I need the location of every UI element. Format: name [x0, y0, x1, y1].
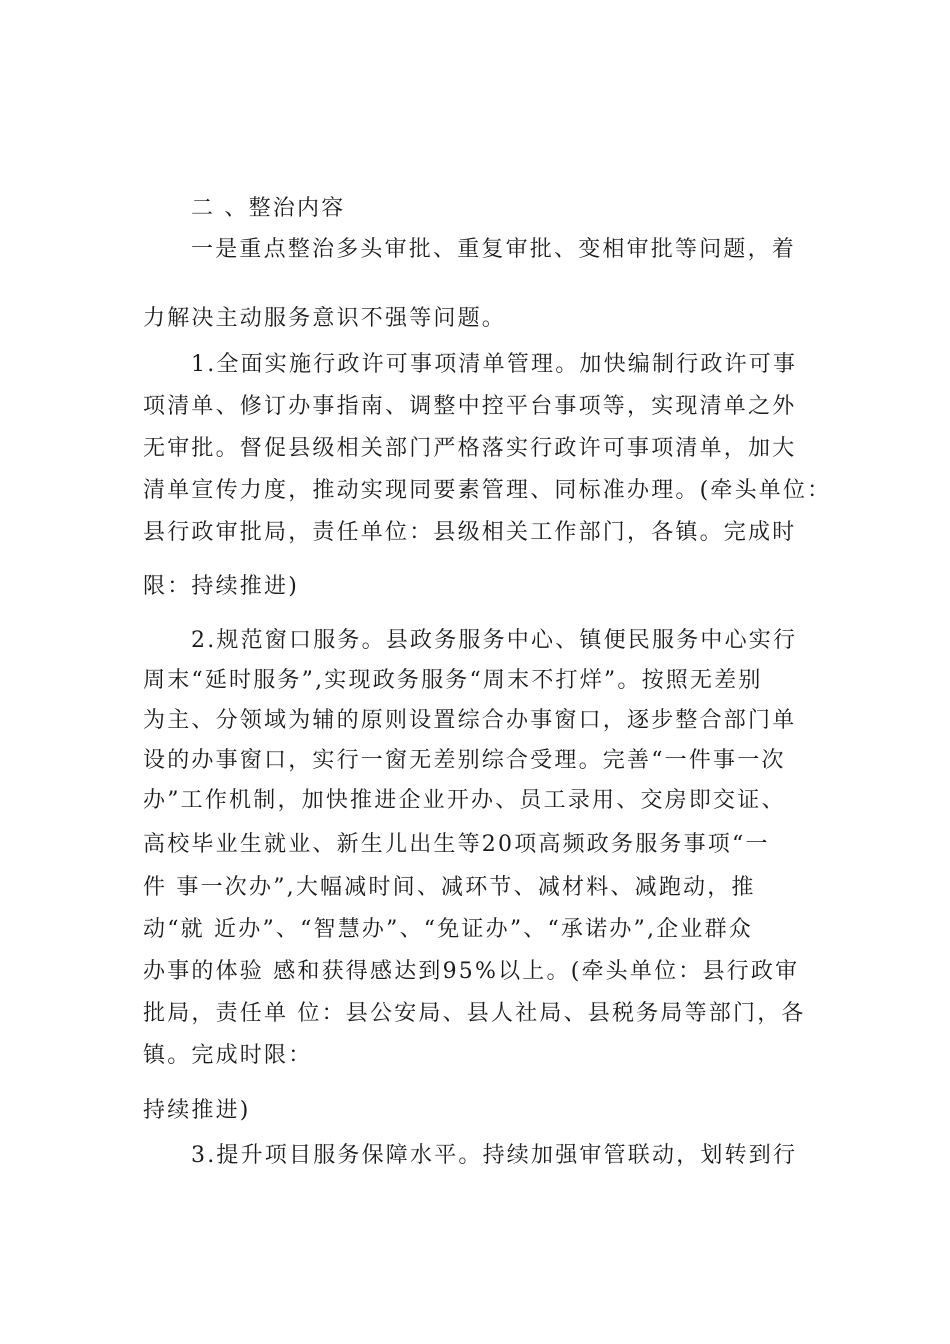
paragraph-line: 2.规范窗口服务。县政务服务中心、镇便民服务中心实行: [191, 628, 798, 653]
paragraph-line: 为主、分领域为辅的原则设置综合办事窗口，逐步整合部门单: [143, 708, 797, 733]
paragraph-line: 一是重点整治多头审批、重复审批、变相审批等问题，着: [191, 237, 797, 262]
paragraph-line: 限：持续推进): [143, 574, 299, 599]
paragraph-line: 县行政审批局，责任单位：县级相关工作部门，各镇。完成时: [143, 520, 797, 545]
paragraph-line: 镇。完成时限：: [143, 1043, 313, 1068]
paragraph-line: 清单宣传力度，推动实现同要素管理、同标准办理。(牵头单位：: [143, 478, 832, 503]
paragraph-line: 办事的体验 感和获得感达到95%以上。(牵头单位：县行政审: [143, 959, 800, 984]
paragraph-line: 1.全面实施行政许可事项清单管理。加快编制行政许可事: [191, 352, 798, 377]
section-heading: 二 、整治内容: [191, 196, 346, 221]
paragraph-line: 无审批。督促县级相关部门严格落实行政许可事项清单，加大: [143, 436, 797, 461]
paragraph-line: 力解决主动服务意识不强等问题。: [143, 306, 507, 331]
paragraph-line: 周末“延时服务”,实现政务服务“周末不打烊”。按照无差别: [143, 668, 763, 693]
paragraph-line: 高校毕业生就业、新生儿出生等20项高频政务服务事项“一: [143, 832, 770, 857]
paragraph-line: 件 事一次办”,大幅减时间、减环节、减材料、减跑动，推: [143, 875, 756, 900]
paragraph-line: 持续推进): [143, 1098, 251, 1123]
paragraph-line: 批局，责任单 位：县公安局、县人社局、县税务局等部门，各: [143, 1001, 806, 1026]
paragraph-line: 项清单、修订办事指南、调整中控平台事项等，实现清单之外: [143, 394, 797, 419]
paragraph-line: 动“就 近办”、“智慧办”、“免证办”、“承诺办”,企业群众: [143, 917, 753, 942]
paragraph-line: 3.提升项目服务保障水平。持续加强审管联动，划转到行: [191, 1143, 798, 1168]
paragraph-line: 设的办事窗口，实行一窗无差别综合受理。完善“一件事一次: [143, 748, 786, 773]
paragraph-line: 办”工作机制，加快推进企业开办、员工录用、交房即交证、: [143, 788, 786, 813]
